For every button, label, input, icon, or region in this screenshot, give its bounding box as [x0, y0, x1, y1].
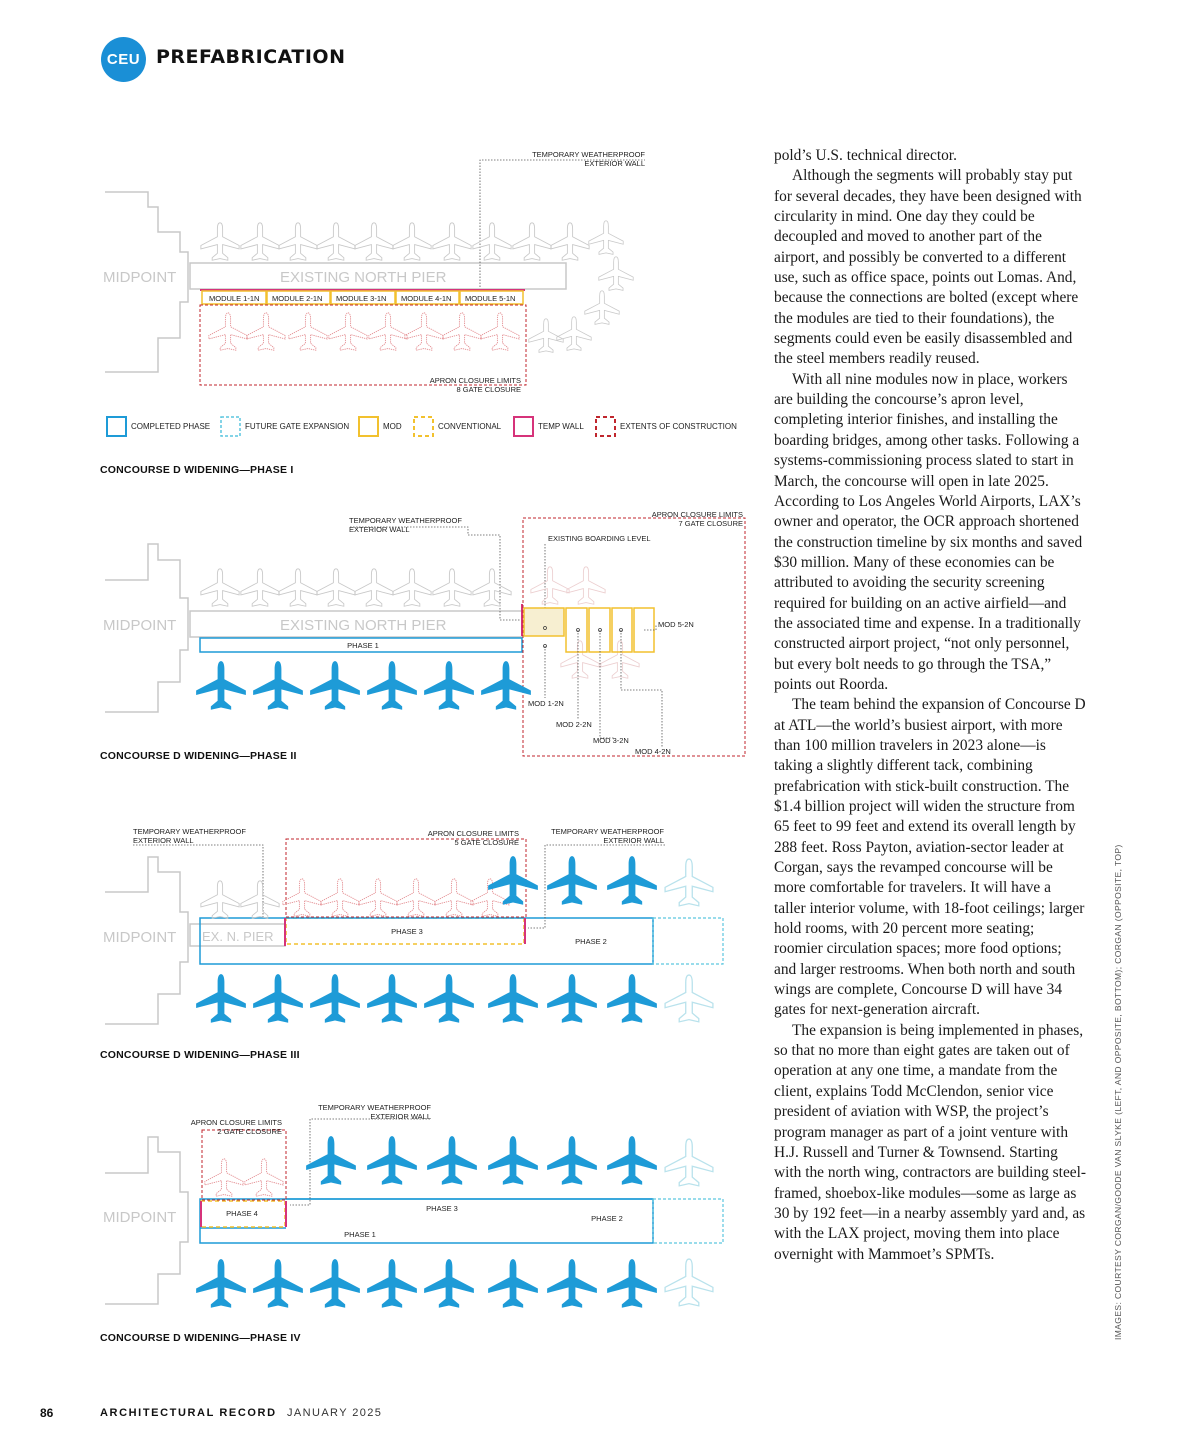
closed-gate-aircraft	[283, 879, 509, 916]
phase2-diagram	[103, 510, 745, 756]
plane-icon	[196, 1259, 246, 1308]
plane-icon	[433, 569, 471, 606]
plane-icon	[488, 974, 538, 1023]
plane-icon	[424, 661, 474, 710]
page-number: 86	[40, 1406, 54, 1420]
apron-closure-limits	[202, 1130, 286, 1200]
temp-wall-label: TEMPORARY WEATHERPROOF	[133, 827, 246, 836]
plane-icon	[424, 974, 474, 1023]
pier-label: EXISTING NORTH PIER	[280, 269, 447, 286]
article-paragraph: The team behind the expansion of Concourse D at ATL—the world’s busiest airport, with more than 100 million travelers in 2023 alone—is taking a slightly different tack, combining prefabrication with stick-built construction. The $1.4 billion project will widen the structure from 65 feet to 99 feet and extend its overall length by 288 feet. Ross Payton, aviation-sector leader at Corgan, says the revamped concourse will be more comfortable for travelers. It will have a taller interior volume, with 18-foot ceilings; larger hold rooms, with 20 percent more seating; roomier circulation spaces; more food options; and larger restrooms. When both north and south wings are complete, Concourse D will have 34 gates for next-generation aircraft.	[774, 696, 1086, 1019]
future-aircraft	[665, 859, 713, 1022]
plane-icon	[283, 879, 321, 916]
plane-icon	[367, 661, 417, 710]
plane-icon	[355, 569, 393, 606]
plane-icon	[488, 856, 538, 905]
plane-icon	[531, 567, 569, 604]
apron-label: 7 GATE CLOSURE	[678, 519, 743, 528]
mod-label: MOD 2-2N	[556, 720, 592, 729]
temp-wall-label: TEMPORARY WEATHERPROOF	[551, 827, 664, 836]
module-label: MODULE 5-1N	[465, 294, 516, 303]
plane-icon	[310, 974, 360, 1023]
plane-icon	[355, 223, 393, 260]
apron-label: APRON CLOSURE LIMITS	[429, 376, 521, 385]
legend-swatch-extents	[596, 417, 615, 436]
phase-label: PHASE 3	[426, 1204, 458, 1213]
mod-label: MOD 4-2N	[635, 747, 671, 756]
plane-icon	[433, 223, 471, 260]
existing-aircraft	[201, 881, 279, 918]
plane-icon	[201, 223, 239, 260]
article-body	[774, 146, 1086, 1265]
temp-wall-label: EXTERIOR WALL	[603, 836, 664, 845]
legend-label: TEMP WALL	[538, 422, 584, 431]
mod-box	[612, 608, 632, 652]
ceu-badge: CEU	[101, 37, 146, 82]
phase-label: PHASE 1	[344, 1230, 376, 1239]
plane-icon	[589, 221, 623, 255]
temp-wall-label: TEMPORARY WEATHERPROOF	[532, 150, 645, 159]
phase3-caption: CONCOURSE D WIDENING—PHASE III	[100, 1049, 300, 1061]
existing-aircraft	[201, 569, 511, 606]
phase-label: PHASE 1	[347, 641, 379, 650]
plane-icon	[306, 1136, 356, 1185]
plane-icon	[241, 223, 279, 260]
publication-name: ARCHITECTURAL RECORD	[100, 1407, 277, 1419]
pier-label: EXISTING NORTH PIER	[280, 617, 447, 634]
temp-wall-label: EXTERIOR WALL	[349, 525, 410, 534]
mod-leaders	[545, 624, 662, 748]
leader-line	[133, 845, 263, 918]
phase1-caption: CONCOURSE D WIDENING—PHASE I	[100, 464, 294, 476]
plane-icon	[607, 974, 657, 1023]
phase3-diagram	[103, 827, 723, 1024]
plane-icon	[367, 1136, 417, 1185]
temp-wall-label: TEMPORARY WEATHERPROOF	[318, 1103, 431, 1112]
pier-label: EX. N. PIER	[202, 929, 274, 944]
plane-icon	[245, 1159, 283, 1196]
apron-closure-limits	[200, 305, 526, 385]
legend-swatch-completed	[107, 417, 126, 436]
article-paragraph: Although the segments will probably stay put for several decades, they have been designed with circularity in mind. One day they could be decoupled and moved to another part of the airport, and possibly be converted to a different use, such as office space, points out Lomas. And, because the connections are bolted (except where the modules are tied to their foundations), the segments could even be easily disassembled and the steel members readily reused.	[774, 167, 1082, 368]
plane-icon	[547, 1136, 597, 1185]
plane-icon	[329, 313, 367, 350]
plane-icon	[585, 291, 619, 325]
plane-icon	[367, 974, 417, 1023]
midpoint-label: MIDPOINT	[103, 1209, 177, 1226]
phase-label: PHASE 3	[391, 927, 423, 936]
plane-icon	[607, 1136, 657, 1185]
plane-icon	[321, 879, 359, 916]
legend-label: EXTENTS OF CONSTRUCTION	[620, 422, 737, 431]
plane-icon	[481, 313, 519, 350]
temp-wall-label: EXTERIOR WALL	[133, 836, 194, 845]
future-gate-expansion	[653, 918, 723, 964]
apron-label: 8 GATE CLOSURE	[456, 385, 521, 394]
plane-icon	[513, 223, 551, 260]
article-paragraph: The expansion is being implemented in phases, so that no more than eight gates are taken out of operation at any one time, a mandate from the client, explains Todd McClendon, senior vice president of aviation with WSP, the project’s program manager as part of a joint venture with H.J. Russell and Turner & Townsend. Starting with the north wing, contractors are building steel-framed, shoebox-like modules—some as large as 30 by 192 feet—in a nearby assembly yard and, as with the LAX project, moving them into place overnight with Mammoet’s SPMTs.	[774, 1021, 1087, 1263]
legend	[107, 417, 737, 436]
mod-label: MOD 1-2N	[528, 699, 564, 708]
legend-label: COMPLETED PHASE	[131, 422, 211, 431]
plane-icon	[443, 313, 481, 350]
plane-icon	[397, 879, 435, 916]
plane-icon	[547, 1259, 597, 1308]
plane-icon	[665, 859, 713, 906]
phase2-caption: CONCOURSE D WIDENING—PHASE II	[100, 750, 297, 762]
midpoint-label: MIDPOINT	[103, 617, 177, 634]
plane-icon	[241, 569, 279, 606]
plane-icon	[551, 223, 589, 260]
plane-icon	[473, 223, 511, 260]
plane-icon	[196, 661, 246, 710]
future-gate-expansion	[653, 1199, 723, 1243]
mod-label: MOD 3-2N	[593, 736, 629, 745]
closed-gate-aircraft	[205, 1159, 283, 1196]
plane-icon	[599, 257, 633, 291]
module-label: MODULE 4-1N	[401, 294, 452, 303]
phase-label: PHASE 2	[591, 1214, 623, 1223]
apron-label: APRON CLOSURE LIMITS	[427, 829, 519, 838]
plane-icon	[359, 879, 397, 916]
plane-icon	[427, 1136, 477, 1185]
plane-icon	[247, 313, 285, 350]
completed-aircraft	[196, 661, 531, 710]
plane-icon	[310, 1259, 360, 1308]
plane-icon	[393, 223, 431, 260]
plane-icon	[473, 569, 511, 606]
legend-swatch-future	[221, 417, 240, 436]
phase1-modules	[202, 291, 523, 304]
plane-icon	[317, 223, 355, 260]
plane-icon	[369, 313, 407, 350]
temp-wall-label: TEMPORARY WEATHERPROOF	[349, 516, 462, 525]
midpoint-label: MIDPOINT	[103, 929, 177, 946]
plane-icon	[665, 975, 713, 1022]
publication-date: JANUARY 2025	[287, 1407, 383, 1419]
plane-icon	[241, 881, 279, 918]
plane-icon	[547, 856, 597, 905]
phase4-diagram	[103, 1103, 723, 1308]
plane-icon	[196, 974, 246, 1023]
plane-icon	[310, 661, 360, 710]
plane-icon	[367, 1259, 417, 1308]
plane-icon	[665, 1139, 713, 1186]
section-title: PREFABRICATION	[156, 46, 346, 68]
plane-icon	[529, 319, 563, 353]
legend-label: MOD	[383, 422, 402, 431]
phase1-diagram	[103, 150, 645, 394]
plane-icon	[435, 879, 473, 916]
plane-icon	[488, 1136, 538, 1185]
apron-label: 5 GATE CLOSURE	[454, 838, 519, 847]
article-paragraph: pold’s U.S. technical director.	[774, 147, 957, 164]
plane-icon	[393, 569, 431, 606]
plane-icon	[405, 313, 443, 350]
phase4-caption: CONCOURSE D WIDENING—PHASE IV	[100, 1332, 301, 1344]
apron-closure-limits	[286, 839, 526, 917]
temp-wall-label: EXTERIOR WALL	[584, 159, 645, 168]
plane-icon	[557, 317, 591, 351]
plane-icon	[201, 881, 239, 918]
plane-icon	[279, 569, 317, 606]
legend-label: CONVENTIONAL	[438, 422, 502, 431]
plane-icon	[488, 1259, 538, 1308]
module-label: MODULE 3-1N	[336, 294, 387, 303]
closed-gate-aircraft	[209, 313, 519, 350]
midpoint-label: MIDPOINT	[103, 269, 177, 286]
apron-label: 2 GATE CLOSURE	[217, 1127, 282, 1136]
plane-icon	[253, 1259, 303, 1308]
plane-icon	[201, 569, 239, 606]
plane-icon	[607, 1259, 657, 1308]
phase2-mods	[524, 608, 694, 756]
mod-box	[589, 608, 610, 652]
phase-label: PHASE 2	[575, 937, 607, 946]
plane-icon	[253, 974, 303, 1023]
legend-swatch-mod	[359, 417, 378, 436]
apron-label: APRON CLOSURE LIMITS	[190, 1118, 282, 1127]
plane-icon	[205, 1159, 243, 1196]
mod-label: MOD 5-2N	[658, 620, 694, 629]
plane-icon	[289, 313, 327, 350]
temp-wall-label: EXTERIOR WALL	[370, 1112, 431, 1121]
plane-icon	[317, 569, 355, 606]
plane-icon	[424, 1259, 474, 1308]
phase-label: PHASE 4	[226, 1209, 258, 1218]
boarding-label: EXISTING BOARDING LEVEL	[548, 534, 651, 543]
module-label: MODULE 1-1N	[209, 294, 260, 303]
plane-icon	[253, 661, 303, 710]
article-paragraph: With all nine modules now in place, workers are building the concourse’s apron level, completing interior finishes, and installing the boarding bridges, among other tasks. Following a systems-commissioning process slated to start in March, the concourse will open in late 2025. According to Los Angeles World Airports, LAX’s owner and operator, the OCR approach shortened the construction timeline by six months and saved $30 million. Many of these economies can be attributed to avoiding the security screening required for building on an active airfield—and the associated time and expense. In a traditionally constructed airport project, “not only personnel, but every bolt needs to go through the TSA,” points out Roorda.	[774, 370, 1083, 693]
plane-icon	[607, 856, 657, 905]
plane-icon	[209, 313, 247, 350]
plane-icon	[547, 974, 597, 1023]
plane-icon	[567, 567, 605, 604]
image-credit: IMAGES: COURTESY CORGAN/GOODE VAN SLYKE (LEFT, AND OPPOSITE, BOTTOM); CORGAN (OPPOSITE, TOP)	[1113, 844, 1123, 1340]
mod-box	[524, 608, 564, 636]
legend-swatch-conventional	[414, 417, 433, 436]
future-aircraft	[665, 1139, 713, 1306]
plane-icon	[279, 223, 317, 260]
legend-label: FUTURE GATE EXPANSION	[245, 422, 350, 431]
legend-swatch-temp-wall	[514, 417, 533, 436]
plane-icon	[665, 1259, 713, 1306]
module-label: MODULE 2-1N	[272, 294, 323, 303]
apron-label: APRON CLOSURE LIMITS	[651, 510, 743, 519]
